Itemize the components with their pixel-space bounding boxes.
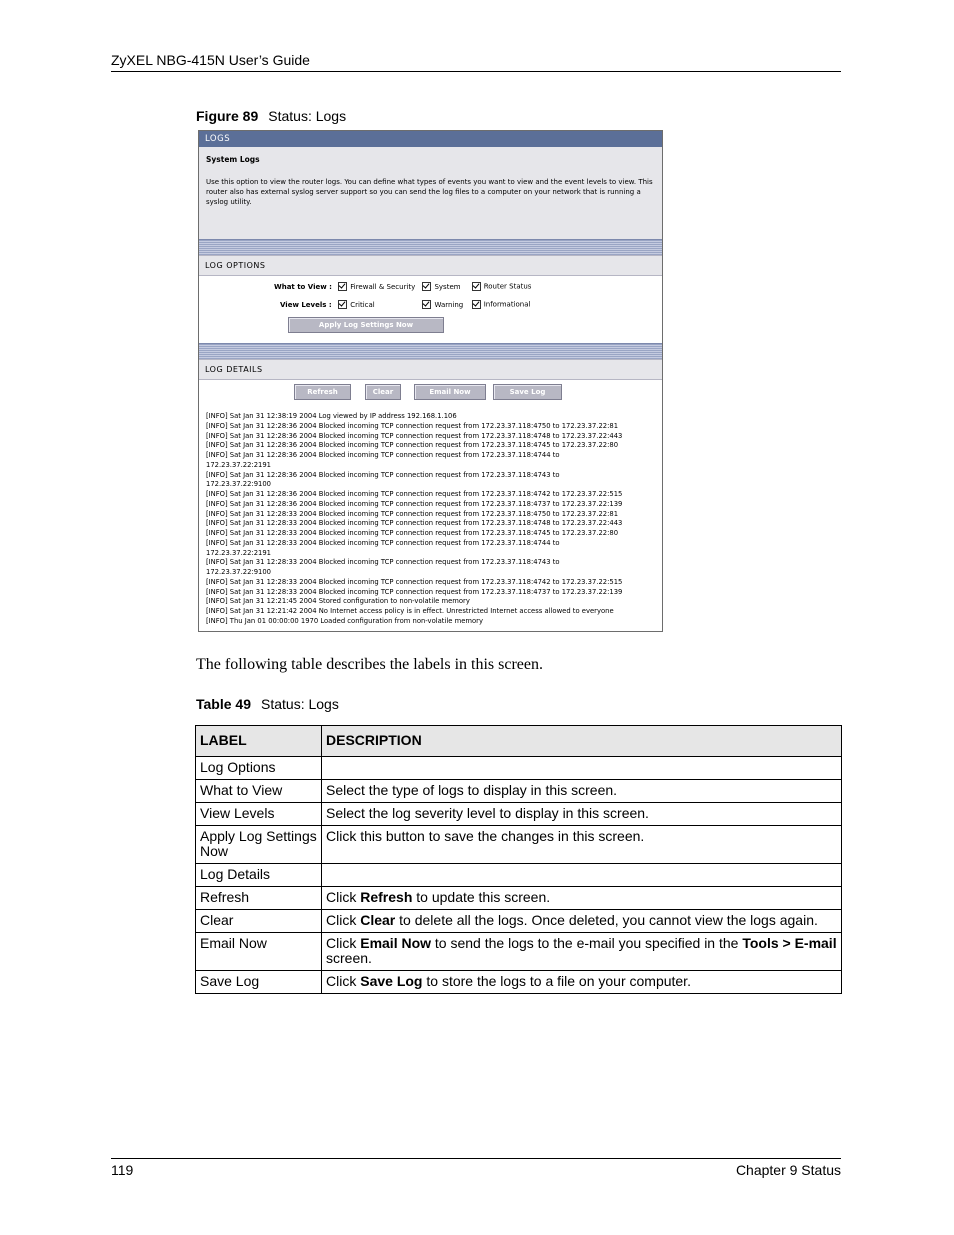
log-list bbox=[199, 412, 662, 627]
description-pre: Click bbox=[326, 973, 361, 989]
table-label: Table 49 bbox=[196, 696, 251, 712]
body-paragraph: The following table describes the labels in this screen. bbox=[196, 656, 544, 673]
log-entry: 172.23.37.22:2191 bbox=[206, 460, 271, 469]
figure-label: Figure 89 bbox=[196, 108, 259, 124]
log-entry: [INFO] Sat Jan 31 12:28:33 2004 Blocked incoming TCP connection request from 172.23.37.118:4748 to 172.23.37.22:443 bbox=[206, 519, 623, 528]
logs-top-bar: LOGS bbox=[199, 131, 662, 147]
log-entry: 172.23.37.22:2191 bbox=[206, 548, 271, 557]
router-status-label: Router Status bbox=[483, 282, 532, 291]
log-entry: [INFO] Sat Jan 31 12:28:36 2004 Blocked incoming TCP connection request from 172.23.37.118:4737 to 172.23.37.22:139 bbox=[206, 499, 623, 508]
table-row bbox=[196, 933, 842, 971]
log-entry: [INFO] Sat Jan 31 12:28:33 2004 Blocked incoming TCP connection request from 172.23.37.118:4743 to bbox=[206, 558, 560, 567]
system-label: System bbox=[434, 282, 461, 291]
description-b1: Clear bbox=[360, 912, 396, 928]
table-row bbox=[196, 826, 842, 864]
log-details-title: LOG DETAILS bbox=[199, 359, 662, 379]
log-entry: [INFO] Sat Jan 31 12:28:36 2004 Blocked incoming TCP connection request from 172.23.37.118:4750 to 172.23.37.22:81 bbox=[206, 421, 619, 430]
log-entry: [INFO] Sat Jan 31 12:28:36 2004 Blocked incoming TCP connection request from 172.23.37.118:4745 to 172.23.37.22:80 bbox=[206, 441, 619, 450]
description-b1: Email Now bbox=[360, 935, 432, 951]
log-entry: [INFO] Sat Jan 31 12:28:36 2004 Blocked incoming TCP connection request from 172.23.37.118:4742 to 172.23.37.22:515 bbox=[206, 490, 623, 498]
log-entry: 172.23.37.22:9100 bbox=[206, 568, 271, 576]
apply-log-settings-button[interactable]: Apply Log Settings Now bbox=[288, 317, 444, 333]
table-row bbox=[196, 910, 842, 933]
refresh-button[interactable]: Refresh bbox=[294, 384, 351, 400]
critical-checkbox[interactable] bbox=[338, 300, 347, 309]
log-entry: [INFO] Sat Jan 31 12:28:36 2004 Blocked incoming TCP connection request from 172.23.37.118:4743 to bbox=[206, 470, 560, 479]
firewall-label: Firewall & Security bbox=[350, 282, 416, 291]
warning-checkbox[interactable] bbox=[422, 300, 431, 309]
row-description bbox=[322, 887, 842, 910]
log-options-title: LOG OPTIONS bbox=[199, 255, 662, 275]
log-entry: [INFO] Sat Jan 31 12:38:19 2004 Log viewed by IP address 192.168.1.106 bbox=[206, 412, 457, 420]
table-row bbox=[196, 757, 842, 780]
row-description bbox=[322, 933, 842, 971]
description-mid: to send the logs to the e-mail you specified in the bbox=[431, 935, 743, 951]
figure-caption bbox=[196, 108, 346, 124]
row-description bbox=[322, 971, 842, 994]
table-row bbox=[196, 780, 842, 803]
log-options-panel bbox=[199, 275, 662, 343]
view-levels-label: View Levels : bbox=[280, 300, 332, 309]
system-logs-intro: Use this option to view the router logs. You can define what types of events you want to view and the event levels to view. This router also has external syslog server support so you can send the log files to a computer on your network that is running a syslog utility. bbox=[206, 178, 653, 206]
row-label: View Levels bbox=[196, 803, 322, 826]
description-pre: Select the type of logs to display in this screen. bbox=[326, 782, 618, 798]
clear-button[interactable]: Clear bbox=[365, 384, 401, 400]
email-now-button[interactable]: Email Now bbox=[414, 384, 486, 400]
labels-table bbox=[195, 725, 842, 994]
system-checkbox[interactable] bbox=[422, 282, 431, 291]
row-description bbox=[322, 826, 842, 864]
warning-label: Warning bbox=[434, 300, 464, 309]
description-mid: to store the logs to a file on your computer. bbox=[422, 973, 691, 989]
router-status-checkbox[interactable] bbox=[472, 282, 481, 291]
firewall-checkbox[interactable] bbox=[338, 282, 347, 291]
logs-screenshot bbox=[198, 130, 663, 632]
description-mid: to update this screen. bbox=[412, 889, 551, 905]
description-b1: Refresh bbox=[360, 889, 413, 905]
table-row bbox=[196, 971, 842, 994]
row-label: Refresh bbox=[196, 887, 322, 910]
critical-label: Critical bbox=[350, 300, 375, 309]
system-logs-section bbox=[199, 147, 662, 239]
table-title: Status: Logs bbox=[261, 696, 339, 712]
section-divider bbox=[199, 239, 662, 255]
what-to-view-label: What to View : bbox=[274, 282, 332, 291]
row-label: Apply Log Settings Now bbox=[196, 826, 322, 864]
description-pre: Click bbox=[326, 889, 361, 905]
save-log-button[interactable]: Save Log bbox=[493, 384, 562, 400]
label-column-header: LABEL bbox=[196, 726, 322, 757]
table-row bbox=[196, 864, 842, 887]
row-description bbox=[322, 757, 842, 780]
running-header: ZyXEL NBG-415N User’s Guide bbox=[111, 52, 310, 68]
table-body bbox=[196, 757, 842, 994]
log-entry: [INFO] Sat Jan 31 12:28:36 2004 Blocked incoming TCP connection request from 172.23.37.118:4748 to 172.23.37.22:443 bbox=[206, 431, 623, 440]
page-number: 119 bbox=[111, 1162, 134, 1178]
view-levels-row bbox=[280, 300, 530, 309]
log-entry: [INFO] Sat Jan 31 12:28:33 2004 Blocked incoming TCP connection request from 172.23.37.118:4750 to 172.23.37.22:81 bbox=[206, 509, 619, 518]
table-row bbox=[196, 887, 842, 910]
description-column-header: DESCRIPTION bbox=[322, 726, 842, 757]
description-b1: Save Log bbox=[360, 973, 423, 989]
what-to-view-row bbox=[274, 282, 531, 291]
log-entry: 172.23.37.22:9100 bbox=[206, 480, 271, 489]
log-entry: [INFO] Sat Jan 31 12:28:33 2004 Blocked incoming TCP connection request from 172.23.37.118:4745 to 172.23.37.22:80 bbox=[206, 529, 619, 537]
figure-title: Status: Logs bbox=[268, 108, 347, 124]
log-entry: [INFO] Sat Jan 31 12:21:45 2004 Stored configuration to non-volatile memory bbox=[206, 597, 470, 606]
description-b2: Tools > E-mail bbox=[742, 935, 837, 951]
description-post: screen. bbox=[326, 950, 372, 966]
description-mid: to delete all the logs. Once deleted, you cannot view the logs again. bbox=[395, 912, 818, 928]
section-divider bbox=[199, 343, 662, 359]
log-entry: [INFO] Sat Jan 31 12:28:33 2004 Blocked incoming TCP connection request from 172.23.37.118:4737 to 172.23.37.22:139 bbox=[206, 587, 623, 596]
header-rule bbox=[111, 71, 841, 72]
row-description bbox=[322, 864, 842, 887]
log-buttons-row bbox=[199, 384, 662, 402]
log-details-panel bbox=[199, 379, 662, 627]
row-description bbox=[322, 910, 842, 933]
informational-label: Informational bbox=[483, 300, 531, 309]
description-pre: Click bbox=[326, 935, 361, 951]
log-entry: [INFO] Sat Jan 31 12:21:42 2004 No Internet access policy is in effect. Unrestricted Internet access allowed to everyone bbox=[206, 607, 614, 615]
table-header-row bbox=[196, 726, 842, 757]
row-label: Clear bbox=[196, 910, 322, 933]
table-caption bbox=[196, 696, 339, 712]
chapter-title: Chapter 9 Status bbox=[735, 1162, 841, 1178]
footer-rule bbox=[111, 1158, 841, 1159]
table-row bbox=[196, 803, 842, 826]
row-description bbox=[322, 803, 842, 826]
row-label: Save Log bbox=[196, 971, 322, 994]
description-pre: Click this button to save the changes in this screen. bbox=[326, 828, 645, 844]
description-pre: Click bbox=[326, 912, 361, 928]
log-entry: [INFO] Sat Jan 31 12:28:33 2004 Blocked incoming TCP connection request from 172.23.37.118:4742 to 172.23.37.22:515 bbox=[206, 577, 623, 586]
row-label: Log Options bbox=[196, 757, 322, 780]
log-entry: [INFO] Sat Jan 31 12:28:36 2004 Blocked incoming TCP connection request from 172.23.37.118:4744 to bbox=[206, 451, 560, 459]
system-logs-title: System Logs bbox=[206, 155, 260, 164]
log-entry: [INFO] Sat Jan 31 12:28:33 2004 Blocked incoming TCP connection request from 172.23.37.118:4744 to bbox=[206, 538, 560, 547]
log-entry: [INFO] Thu Jan 01 00:00:00 1970 Loaded configuration from non-volatile memory bbox=[206, 616, 483, 625]
row-description bbox=[322, 780, 842, 803]
row-label: What to View bbox=[196, 780, 322, 803]
row-label: Log Details bbox=[196, 864, 322, 887]
description-pre: Select the log severity level to display in this screen. bbox=[326, 805, 649, 821]
informational-checkbox[interactable] bbox=[472, 300, 481, 309]
row-label: Email Now bbox=[196, 933, 322, 971]
